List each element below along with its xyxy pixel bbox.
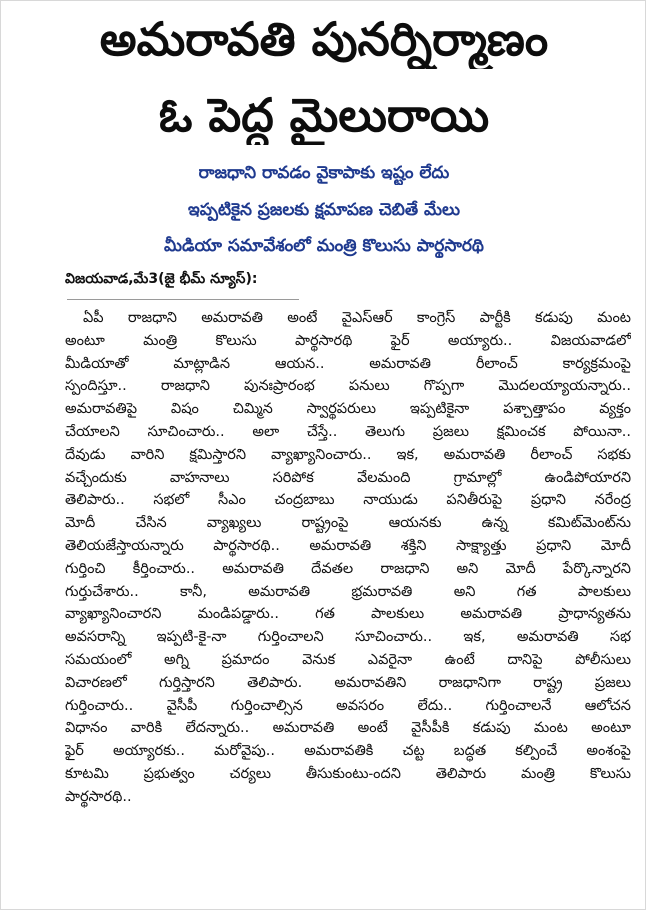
body-line: తెలిపారు.. సభలో సీఎం చంద్రబాబు నాయుడు పనితీరుపై ప్రధాని నరేంద్ర	[65, 492, 631, 509]
body-line: తెలియజేస్తాయన్నారు పార్థసారథి.. అమరావతి శక్తిని సాక్ష్యాత్తు ప్రధాని మోదీ	[65, 537, 631, 554]
body-line: విధానం వారికి లేదన్నారు.. అమరావతి అంటే వైసీపీకి కడుపు మంట అంటూ	[65, 720, 631, 737]
dateline-divider	[67, 299, 299, 300]
body-line: విచారణలో గుర్తిస్తారని తెలిపారు. అమరావతిని రాజధానిగా రాష్ట్ర ప్రజలు	[65, 674, 631, 691]
body-line: వచ్చేందుకు వాహనాలు సరిపోక వేలమంది గ్రామాల్లో ఉండిపోయారని	[65, 469, 631, 486]
body-line: అవసరాన్ని ఇప్పటి-కై-నా గుర్తించాలని సూచించారు.. ఇక, అమరావతి సభ	[65, 629, 631, 646]
body-line: సమయంలో అగ్ని ప్రమాదం వెనుక ఎవరైనా ఉంటే దానిపై పోలీసులు	[65, 651, 631, 668]
body-line: మోదీ చేసిన వ్యాఖ్యలు రాష్ట్రంపై ఆయనకు ఉన్న కమిట్‌మెంట్‌ను	[65, 515, 631, 532]
body-line: కూటమి ప్రభుత్వం చర్యలు తీసుకుంటు-ందని తెలిపారు మంత్రి కొలుసు	[65, 765, 631, 782]
body-line: చేయాలని సూచించారు.. అలా చేస్తే.. తెలుగు ప్రజలు క్షమించక పోయినా..	[65, 423, 631, 440]
subheadline-2: ఇప్పటికైన ప్రజలకు క్షమాపణ చెబితే మేలు	[188, 200, 460, 220]
body-line: గుర్తించి కీర్తించారు.. అమరావతి దేవతల రాజధాని అని మోదీ పేర్కొన్నారని	[65, 560, 631, 577]
body-line: మీడియాతో మాట్లాడిన ఆయన.. అమరావతి రీలాంచ్ కార్యక్రమంపై	[65, 355, 631, 372]
body-line: ఏపీ రాజధాని అమరావతి అంటే వైఎస్ఆర్ కాంగ్రెస్ పార్టీకి కడుపు మంట	[83, 310, 631, 326]
subheadline-1: రాజధాని రావడం వైకాపాకు ఇష్టం లేదు	[198, 163, 450, 183]
dateline: విజయవాడ,మే3(జై భీమ్ న్యూస్):	[65, 271, 258, 287]
body-line: అమరావతిపై విషం చిమ్మిన స్వార్థపరులు ఇప్పటికైనా పశ్చాత్తాపం వ్యక్తం	[65, 401, 631, 418]
headline-line-1: అమరావతి పునర్నిర్మాణం	[99, 12, 549, 66]
body-line: పార్థసారథి..	[65, 788, 132, 805]
body-line: స్పందిస్తూ.. రాజధాని పునఃప్రారంభ పనులు గొప్పగా మొదలయ్యాయన్నారు..	[65, 378, 631, 395]
body-line: గుర్తుచేశారు.. కానీ, అమరావతి భ్రమరావతి అని గత పాలకులు	[65, 583, 631, 600]
subheadline-3: మీడియా సమావేశంలో మంత్రి కొలుసు పార్థసారథి	[164, 236, 484, 256]
body-line: ఫైర్ అయ్యారకు.. మరోవైపు.. అమరావతికి చట్ట బద్ధత కల్పించే అంశంపై	[65, 743, 631, 760]
headline-line-2: ఓ పెద్ద మైలురాయి	[158, 88, 490, 142]
body-line: దేవుడు వారిని క్షమిస్తారని వ్యాఖ్యానించారు.. ఇక, అమరావతి రీలాంచ్ సభకు	[65, 446, 631, 463]
body-line: అంటూ మంత్రి కొలుసు పార్థసారథి ఫైర్ అయ్యారు.. విజయవాడలో	[65, 332, 631, 349]
body-line: వ్యాఖ్యానించారని మండిపడ్డారు.. గత పాలకులు అమరావతి ప్రాధాన్యతను	[65, 606, 631, 623]
article-body	[65, 307, 631, 903]
body-line: గుర్తించారు.. వైసీపీ గుర్తించాల్సిన అవసరం లేదు.. గుర్తించాలనే ఆలోచన	[65, 697, 631, 714]
